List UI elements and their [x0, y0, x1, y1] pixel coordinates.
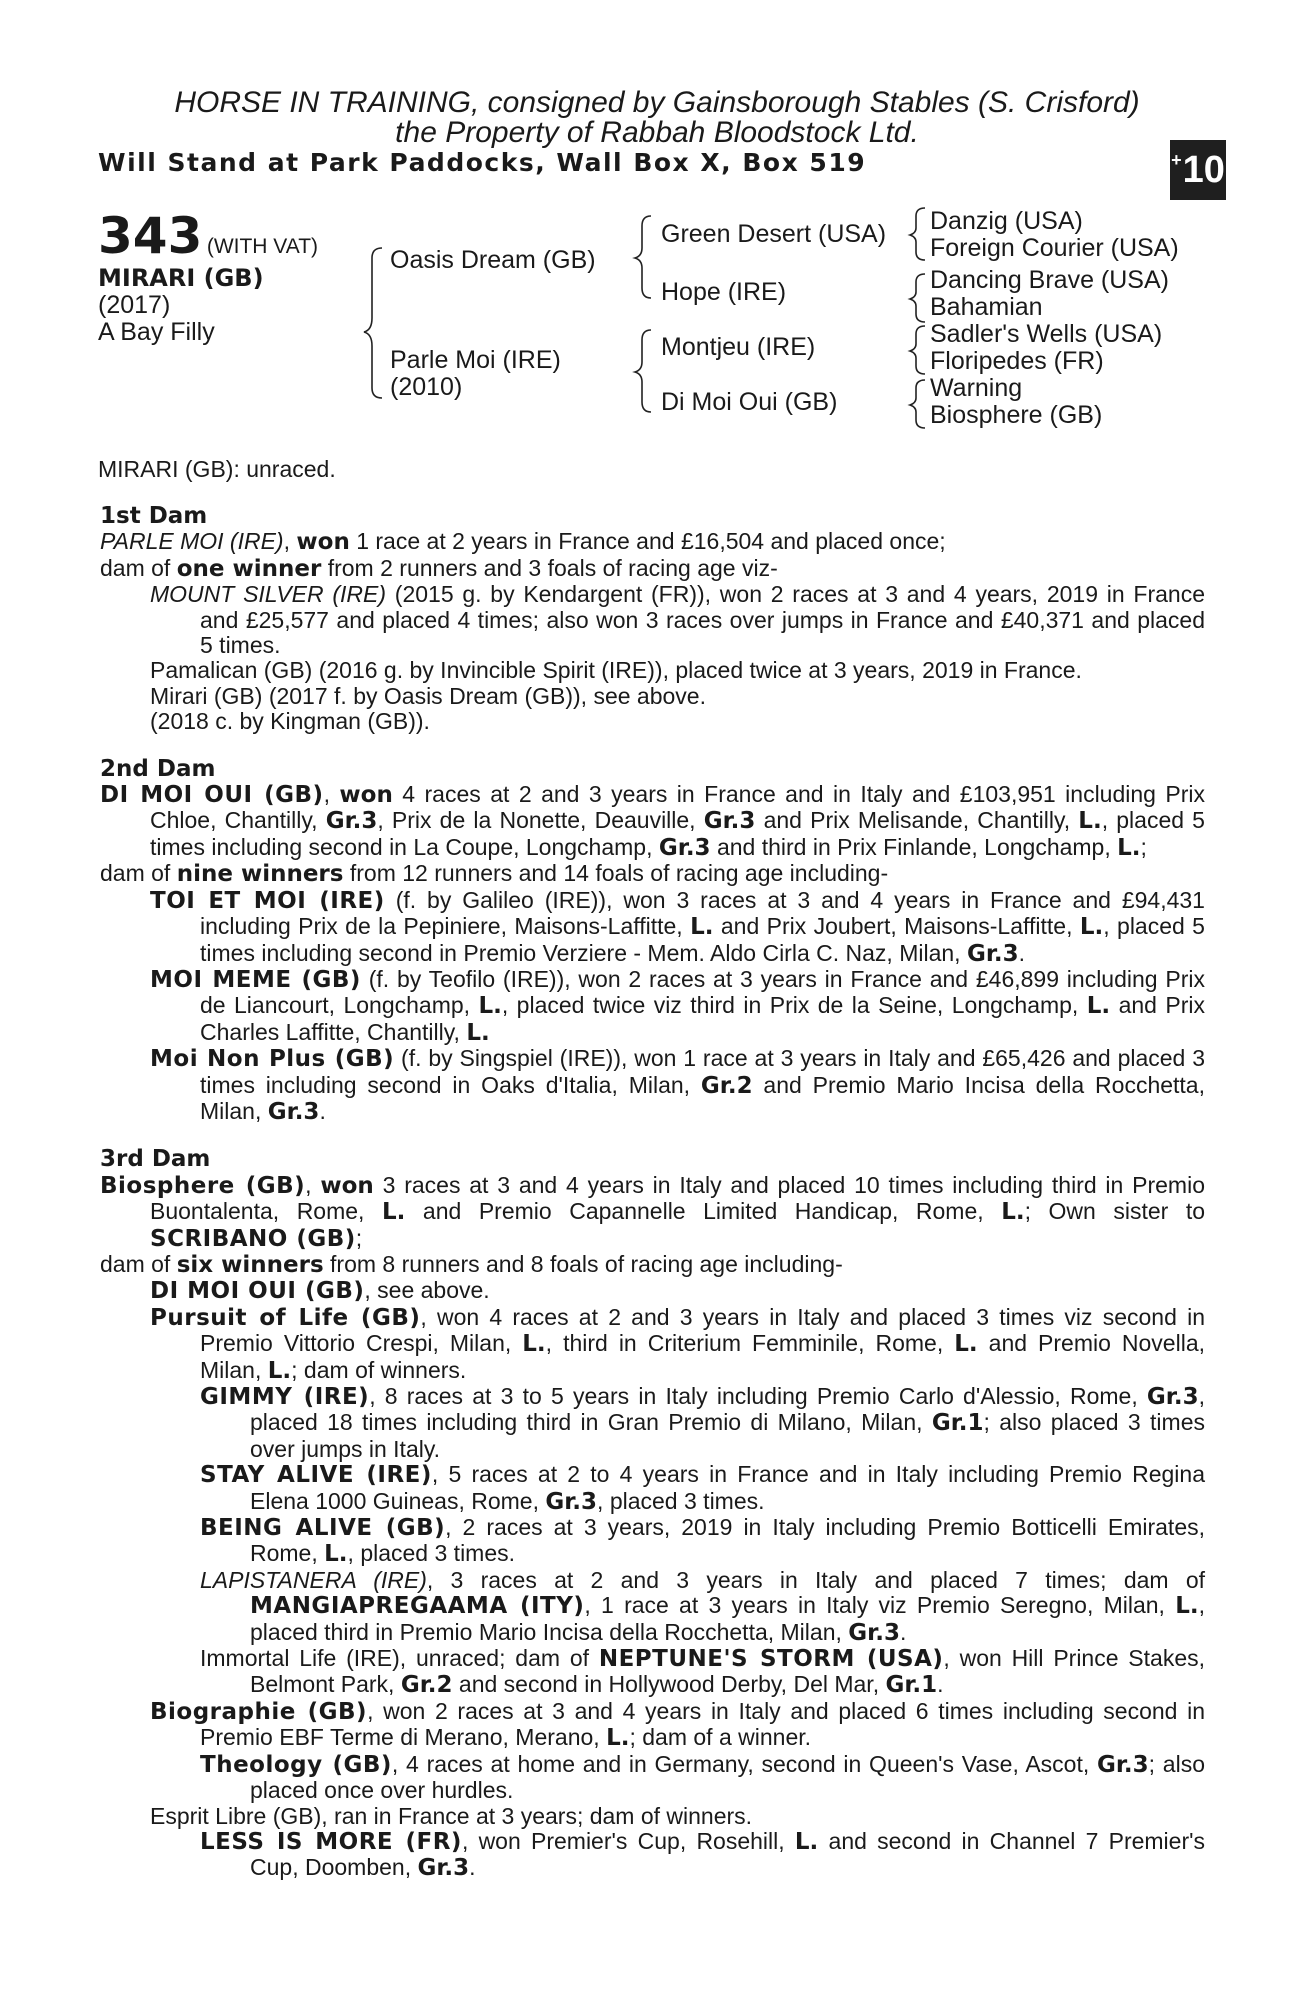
- second-dam-name: DI MOI OUI (GB): [100, 782, 324, 809]
- produce-text: and Premio Novella, Milan,: [200, 1330, 1206, 1383]
- dam-of-label: dam of: [100, 1250, 177, 1277]
- produce-text: and Prix Joubert, Maisons-Laffitte,: [713, 913, 1080, 940]
- bracket-g56: [910, 326, 925, 374]
- produce-text: (f. by Teofilo (IRE)), won 2 races at 3 years in France and £46,899 including Prix de Liancourt, Longchamp,: [200, 965, 1205, 1019]
- record-text: 3 races at 3 and 4 years in Italy and placed 10 times including third in Premio Buontalenta, Rome,: [150, 1171, 1205, 1225]
- produce-name: MOI MEME (GB): [150, 966, 361, 993]
- grade-label: Gr.3: [545, 1488, 598, 1515]
- produce-gimmy: [100, 1384, 1205, 1462]
- produce-name: TOI ET MOI (IRE): [150, 887, 385, 914]
- sibling-name: SCRIBANO (GB): [150, 1225, 356, 1252]
- pedigree-g6: Floripedes (FR): [930, 347, 1104, 375]
- produce-text: , 1 race at 3 years in Italy viz Premio Seregno, Milan,: [584, 1592, 1176, 1619]
- produce-text: , won 2 races at 3 and 4 years in Italy and placed 6 times including second in Premio EBF Terme di Merano, Merano,: [200, 1697, 1205, 1751]
- dam-of-label: dam of: [100, 554, 177, 581]
- listed-label: L.: [478, 993, 502, 1020]
- listed-label: L.: [1001, 1199, 1025, 1226]
- second-dam-produce-summary: [100, 861, 1205, 887]
- vat-label: (WITH VAT): [206, 235, 319, 258]
- third-dam-heading: 3rd Dam: [100, 1146, 211, 1173]
- produce-text: , third in Criterium Femminile, Rome,: [545, 1330, 955, 1357]
- record-text: 4 races at 2 and 3 years in France and in Italy and £103,951 including Prix Chloe, Chantilly,: [150, 781, 1206, 834]
- produce-theology: [100, 1752, 1205, 1804]
- record-text: and Premio Capannelle Limited Handicap, Rome,: [405, 1198, 1002, 1225]
- won-label: won: [320, 1172, 374, 1199]
- produce-name: BEING ALIVE (GB): [200, 1515, 446, 1542]
- produce-text: (2015 g. by Kendargent (FR)), won 2 races at 3 and 4 years, 2019 in France and £25,577 and placed 4 times; also won 3 races over jumps in France and £40,371 and placed 5 times.: [200, 581, 1205, 659]
- record-text: ;: [355, 1224, 363, 1251]
- pedigree-g4: Bahamian: [930, 293, 1043, 321]
- produce-name: NEPTUNE'S STORM (USA): [598, 1646, 944, 1673]
- second-dam-heading: 2nd Dam: [100, 755, 216, 782]
- second-dam-record: DI MOI OUI (GB), won 4 races at 2 and 3 years in France and in Italy and £103,951 including Prix Chloe, Chantilly, Gr.3, Prix de la Nonette, Deauville, Gr.3 and Prix Melisande, Chantilly, L., placed 5 times including second in La Coupe, Longchamp, Gr.3 and third in Prix Finlande, Longchamp, L.;: [100, 781, 1206, 861]
- pedigree-dam-dam: Di Moi Oui (GB): [661, 388, 838, 416]
- grade-label: Gr.2: [700, 1072, 753, 1099]
- produce-text: , placed 3 times.: [597, 1487, 765, 1514]
- listed-label: L.: [1086, 993, 1111, 1020]
- record-text: and third in Prix Finlande, Longchamp,: [710, 833, 1118, 860]
- produce-text: , placed twice viz third in Prix de la Seine, Longchamp,: [501, 992, 1087, 1019]
- produce-name: MANGIAPREGAAMA (ITY): [250, 1593, 585, 1620]
- dam-of-label: dam of: [100, 860, 177, 887]
- listed-label: L.: [1117, 834, 1141, 861]
- third-dam-record: Biosphere (GB), won 3 races at 3 and 4 years in Italy and placed 10 times including third in Premio Buontalenta, Rome, L. and Premio Capannelle Limited Handicap, Rome, L.; Own sister to SCRIBANO (GB);: [100, 1171, 1206, 1252]
- produce-text: and second in Hollywood Derby, Del Mar,: [452, 1671, 886, 1698]
- produce-text: , 8 races at 3 to 5 years in Italy including Premio Carlo d'Alessio, Rome,: [369, 1383, 1147, 1409]
- produce-name: Biographie (GB): [150, 1698, 368, 1725]
- pedigree-dam-year: (2010): [390, 373, 463, 401]
- produce-esprit-libre: Esprit Libre (GB), ran in France at 3 years; dam of winners.: [150, 1802, 753, 1829]
- record-text: ;: [1140, 833, 1147, 860]
- badge-number: 10: [1182, 148, 1225, 191]
- produce-text: .: [469, 1854, 476, 1881]
- badge-plus: +: [1171, 149, 1182, 170]
- produce-mount-silver: [100, 582, 1205, 658]
- horse-name: MIRARI (GB): [98, 264, 264, 292]
- listed-label: L.: [466, 1019, 490, 1046]
- pedigree-g8: Biosphere (GB): [930, 401, 1103, 429]
- grade-label: Gr.3: [417, 1855, 470, 1882]
- first-dam-name: PARLE MOI (IRE): [100, 528, 284, 555]
- bracket-g12: [910, 208, 925, 260]
- race-summary: MIRARI (GB): unraced.: [98, 456, 336, 482]
- grade-label: Gr.2: [400, 1672, 453, 1699]
- produce-text: , placed 3 times.: [347, 1540, 516, 1567]
- produce-text: ; also placed 3 times over jumps in Italy.: [250, 1409, 1205, 1462]
- pedigree-sire-sire: Green Desert (USA): [661, 220, 887, 248]
- produce-biographie: [100, 1699, 1205, 1752]
- grade-label: Gr.3: [848, 1619, 900, 1646]
- runners-foals: from 2 runners and 3 foals of racing age viz-: [321, 554, 778, 581]
- produce-text: and Prix Charles Laffitte, Chantilly,: [200, 992, 1205, 1045]
- pedigree-dam-sire: Montjeu (IRE): [661, 333, 816, 361]
- produce-text: , won Premier's Cup, Rosehill,: [461, 1827, 795, 1854]
- listed-label: L.: [690, 914, 714, 941]
- listed-label: L.: [794, 1828, 819, 1855]
- produce-toi-et-moi: [100, 888, 1205, 967]
- produce-moi-meme: [100, 967, 1205, 1046]
- winner-count: six winners: [176, 1251, 324, 1278]
- grade-label: Gr.3: [1096, 1751, 1149, 1778]
- produce-stay-alive: [100, 1462, 1205, 1515]
- third-dam-name: Biosphere (GB): [100, 1172, 306, 1199]
- produce-text: .: [899, 1618, 907, 1645]
- produce-being-alive: [100, 1515, 1205, 1568]
- record-text: , Prix de la Nonette, Deauville,: [377, 807, 704, 834]
- grade-label: Gr.3: [267, 1098, 320, 1125]
- record-text: ; Own sister to: [1024, 1198, 1206, 1225]
- grade-label: Gr.3: [658, 834, 711, 861]
- grade-label: Gr.3: [966, 940, 1019, 967]
- produce-text: , 4 races at home and in Germany, second in Queen's Vase, Ascot,: [391, 1750, 1097, 1777]
- produce-mirari: Mirari (GB) (2017 f. by Oasis Dream (GB)), see above.: [150, 682, 706, 709]
- produce-text: (f. by Galileo (IRE)), won 3 races at 3 and 4 years in France and £94,431 including Prix de la Pepiniere, Maisons-Laffitte,: [200, 886, 1205, 940]
- header-location: Will Stand at Park Paddocks, Wall Box X, Box 519: [98, 148, 867, 177]
- produce-text: .: [319, 1097, 326, 1124]
- pedigree-g7: Warning: [930, 374, 1023, 402]
- produce-text: ; dam of a winner.: [629, 1724, 812, 1751]
- horse-year: (2017): [98, 291, 171, 319]
- record-text: and Prix Melisande, Chantilly,: [755, 807, 1079, 834]
- header-consignor: HORSE IN TRAINING, consigned by Gainsborough Stables (S. Crisford): [174, 86, 1140, 119]
- winner-count: one winner: [176, 555, 322, 582]
- produce-moi-non-plus: [100, 1046, 1205, 1125]
- bracket-dam: [635, 330, 651, 412]
- produce-name: GIMMY (IRE): [200, 1384, 370, 1410]
- listed-label: L.: [1175, 1593, 1199, 1620]
- grade-label: Gr.3: [703, 808, 756, 835]
- produce-text: , won 4 races at 2 and 3 years in Italy and placed 3 times viz second in Premio Vittorio Crespi, Milan,: [200, 1303, 1205, 1357]
- produce-name: Pursuit of Life (GB): [150, 1304, 421, 1331]
- produce-text: , 5 races at 2 to 4 years in France and in Italy including Premio Regina Elena 1000 Guineas, Rome,: [250, 1461, 1205, 1514]
- listed-label: L.: [1079, 914, 1104, 941]
- listed-label: L.: [606, 1725, 630, 1752]
- grade-label: Gr.3: [325, 808, 378, 835]
- grade-label: Gr.3: [1146, 1384, 1199, 1410]
- produce-text: , see above.: [364, 1277, 490, 1304]
- catalogue-body: [100, 504, 1205, 1882]
- produce-2018-colt: (2018 c. by Kingman (GB)).: [150, 708, 430, 735]
- record-text: , placed 5 times including second in La Coupe, Longchamp,: [150, 807, 1205, 860]
- winner-count: nine winners: [176, 861, 344, 888]
- won-label: won: [339, 782, 393, 809]
- produce-name: MOUNT SILVER (IRE): [150, 581, 387, 608]
- produce-name: Moi Non Plus (GB): [150, 1046, 395, 1073]
- produce-text: Immortal Life (IRE), unraced; dam of: [200, 1645, 599, 1672]
- produce-name: LAPISTANERA (IRE): [200, 1566, 427, 1593]
- first-dam-text: 1 race at 2 years in France and £16,504 and placed once;: [349, 528, 946, 555]
- produce-text: ; also placed once over hurdles.: [250, 1750, 1205, 1804]
- produce-text: , 2 races at 3 years, 2019 in Italy including Premio Botticelli Emirates, Rome,: [250, 1514, 1206, 1567]
- produce-name: Theology (GB): [200, 1751, 392, 1778]
- produce-name: LESS IS MORE (FR): [200, 1828, 462, 1855]
- listed-label: L.: [267, 1357, 292, 1384]
- produce-less-is-more: [100, 1829, 1205, 1882]
- produce-text: and second in Channel 7 Premier's Cup, Doomben,: [250, 1827, 1205, 1881]
- produce-text: ; dam of winners.: [291, 1356, 467, 1383]
- listed-label: L.: [324, 1541, 348, 1568]
- runners-foals: from 8 runners and 8 foals of racing age including-: [323, 1250, 843, 1277]
- listed-label: L.: [954, 1331, 978, 1358]
- pedigree-brackets: [0, 0, 1314, 460]
- produce-immortal-life: [100, 1646, 1205, 1699]
- pedigree-g2: Foreign Courier (USA): [930, 234, 1179, 262]
- produce-text: , placed 5 times including second in Premio Verziere - Mem. Aldo Cirla C. Naz, Milan,: [200, 913, 1205, 966]
- first-dam-produce-summary: [100, 556, 1205, 582]
- first-dam-heading: 1st Dam: [100, 503, 208, 529]
- produce-lapistanera: [100, 1568, 1205, 1646]
- produce-text: (f. by Singspiel (IRE)), won 1 race at 3 years in Italy and £65,426 and placed 3 times including second in Oaks d'Italia, Milan,: [200, 1045, 1206, 1098]
- grade-label: Gr.1: [931, 1410, 984, 1437]
- produce-pamalican: Pamalican (GB) (2016 g. by Invincible Spirit (IRE)), placed twice at 3 years, 2019 in France.: [150, 657, 1082, 684]
- produce-text: , 3 races at 2 and 3 years in Italy and placed 7 times; dam of: [426, 1566, 1206, 1593]
- first-dam-record: PARLE MOI (IRE), won 1 race at 2 years in France and £16,504 and placed once;: [100, 528, 946, 556]
- third-dam-produce-summary: [100, 1252, 1205, 1278]
- produce-text: and Premio Mario Incisa della Rocchetta, Milan,: [200, 1071, 1205, 1124]
- horse-description: A Bay Filly: [98, 318, 215, 346]
- pedigree-sire-dam: Hope (IRE): [661, 278, 787, 306]
- grade-label: Gr.1: [885, 1672, 938, 1699]
- produce-name: STAY ALIVE (IRE): [200, 1462, 432, 1489]
- won-label: won: [296, 529, 350, 556]
- runners-foals: from 12 runners and 14 foals of racing age including-: [343, 860, 889, 887]
- bracket-g34: [910, 274, 925, 322]
- pedigree-dam: Parle Moi (IRE): [390, 346, 561, 374]
- pedigree-g3: Dancing Brave (USA): [930, 266, 1169, 294]
- bracket-g78: [910, 380, 925, 428]
- pedigree-sire: Oasis Dream (GB): [390, 246, 596, 274]
- listed-label: L.: [381, 1199, 406, 1226]
- produce-text: , placed 18 times including third in Gran Premio di Milano, Milan,: [250, 1383, 1205, 1436]
- bracket-sire: [635, 216, 651, 298]
- pedigree-g1: Danzig (USA): [930, 207, 1083, 235]
- pedigree-g5: Sadler's Wells (USA): [930, 320, 1163, 348]
- produce-di-moi-oui: [100, 1278, 1205, 1304]
- lot-number: 343: [98, 207, 203, 265]
- header-property: the Property of Rabbah Bloodstock Ltd.: [395, 116, 919, 149]
- produce-pursuit-of-life: [100, 1305, 1205, 1384]
- produce-text: .: [1018, 939, 1026, 966]
- bracket-main: [364, 248, 382, 398]
- produce-name: DI MOI OUI (GB): [150, 1278, 365, 1305]
- produce-text: , placed third in Premio Mario Incisa della Rocchetta, Milan,: [250, 1592, 1205, 1645]
- listed-label: L.: [522, 1331, 546, 1358]
- produce-text: , won Hill Prince Stakes, Belmont Park,: [250, 1645, 1206, 1698]
- listed-label: L.: [1078, 808, 1102, 835]
- produce-text: .: [937, 1671, 944, 1698]
